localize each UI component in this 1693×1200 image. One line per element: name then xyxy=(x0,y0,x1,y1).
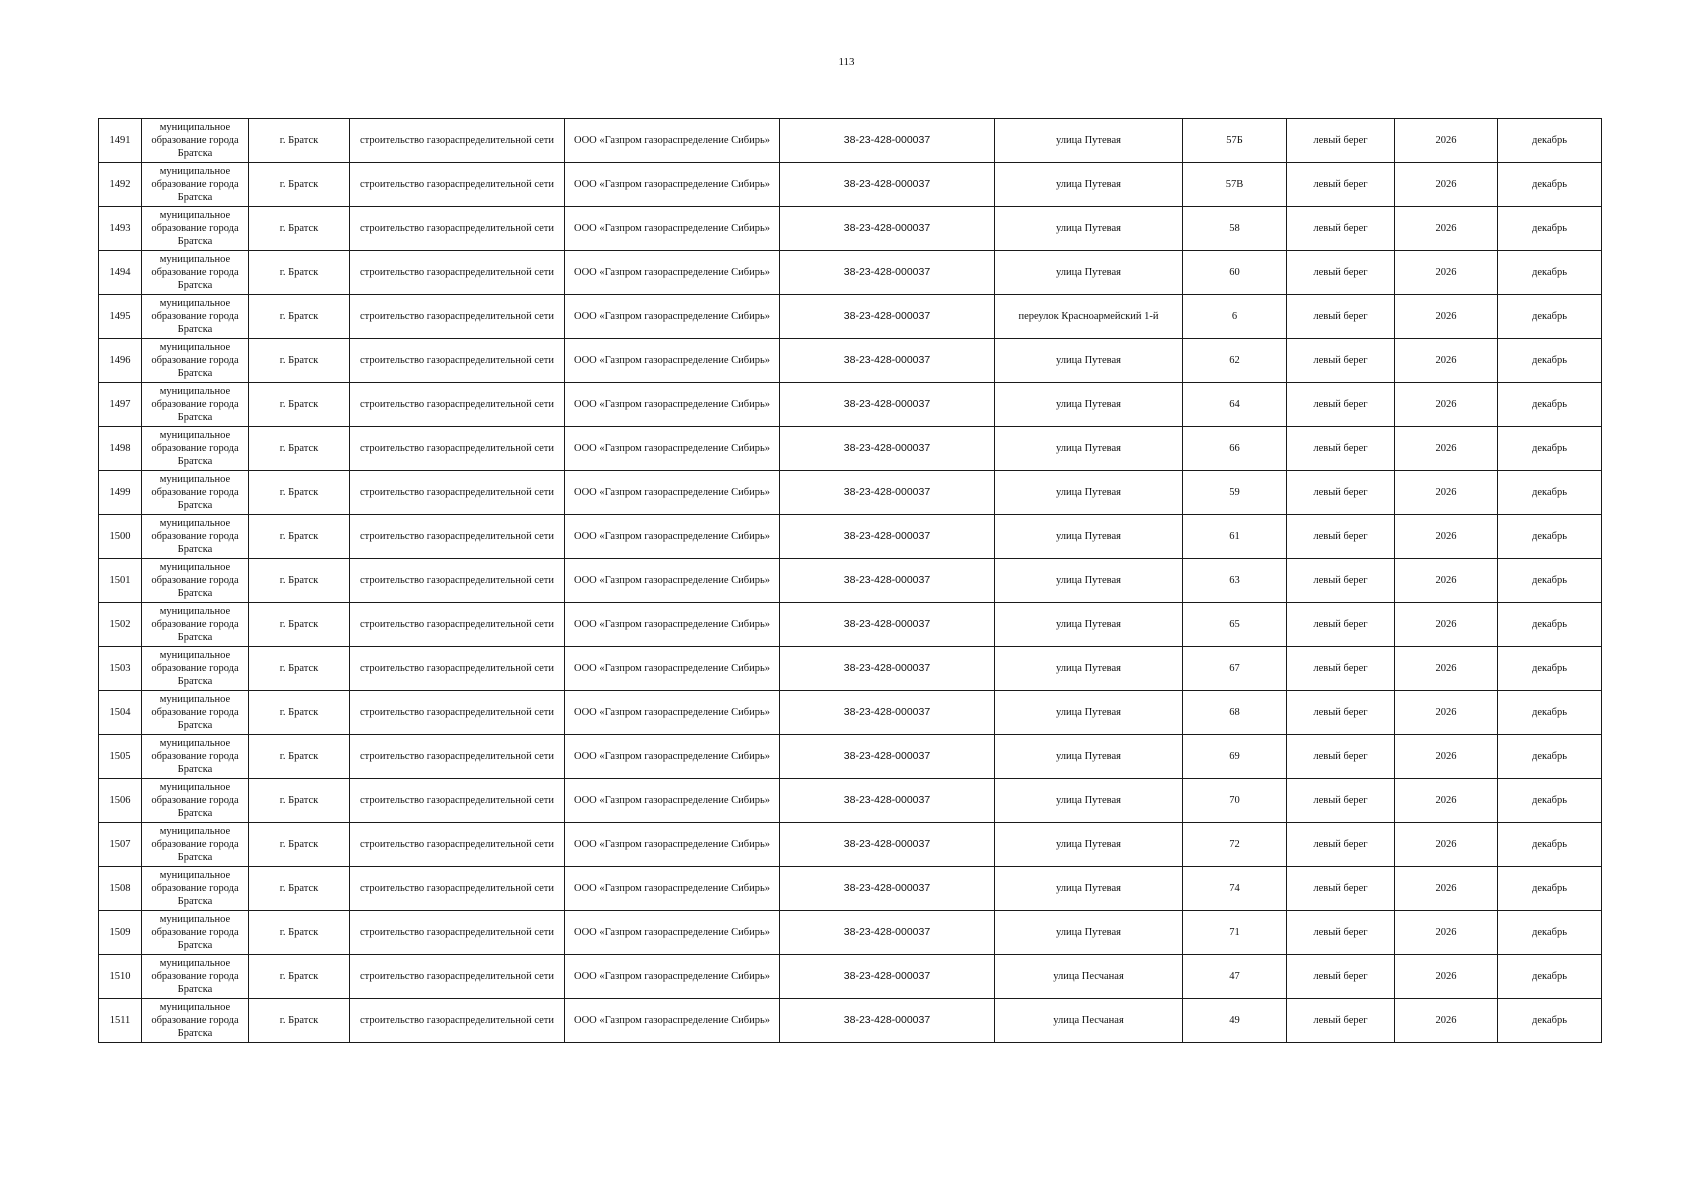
gasification-register-table xyxy=(98,118,1602,1043)
row-number-cell: 1501 xyxy=(99,559,142,603)
river-bank-cell: левый берег xyxy=(1287,955,1395,999)
table-row xyxy=(99,339,1602,383)
year-cell: 2026 xyxy=(1395,383,1498,427)
month-cell: декабрь xyxy=(1498,647,1602,691)
table-row xyxy=(99,691,1602,735)
municipality-cell: муниципальное образование города Братска xyxy=(142,295,249,339)
month-cell: декабрь xyxy=(1498,955,1602,999)
street-cell: улица Путевая xyxy=(995,779,1183,823)
river-bank-cell: левый берег xyxy=(1287,823,1395,867)
municipality-cell: муниципальное образование города Братска xyxy=(142,691,249,735)
river-bank-cell: левый берег xyxy=(1287,647,1395,691)
year-cell: 2026 xyxy=(1395,251,1498,295)
row-number-cell: 1495 xyxy=(99,295,142,339)
river-bank-cell: левый берег xyxy=(1287,251,1395,295)
city-cell: г. Братск xyxy=(249,471,350,515)
organization-cell: ООО «Газпром газораспределение Сибирь» xyxy=(565,735,780,779)
row-number-cell: 1505 xyxy=(99,735,142,779)
city-cell: г. Братск xyxy=(249,647,350,691)
table-row xyxy=(99,559,1602,603)
row-number-cell: 1492 xyxy=(99,163,142,207)
row-number-cell: 1504 xyxy=(99,691,142,735)
municipality-cell: муниципальное образование города Братска xyxy=(142,823,249,867)
year-cell: 2026 xyxy=(1395,207,1498,251)
work-type-cell: строительство газораспределительной сети xyxy=(350,911,565,955)
row-number-cell: 1502 xyxy=(99,603,142,647)
table-row xyxy=(99,295,1602,339)
work-type-cell: строительство газораспределительной сети xyxy=(350,823,565,867)
row-number-cell: 1499 xyxy=(99,471,142,515)
object-code-cell: 38-23-428-000037 xyxy=(780,251,995,295)
organization-cell: ООО «Газпром газораспределение Сибирь» xyxy=(565,779,780,823)
organization-cell: ООО «Газпром газораспределение Сибирь» xyxy=(565,339,780,383)
table-row xyxy=(99,427,1602,471)
organization-cell: ООО «Газпром газораспределение Сибирь» xyxy=(565,295,780,339)
year-cell: 2026 xyxy=(1395,339,1498,383)
row-number-cell: 1498 xyxy=(99,427,142,471)
table-row xyxy=(99,119,1602,163)
house-number-cell: 72 xyxy=(1183,823,1287,867)
month-cell: декабрь xyxy=(1498,251,1602,295)
work-type-cell: строительство газораспределительной сети xyxy=(350,559,565,603)
street-cell: улица Песчаная xyxy=(995,955,1183,999)
organization-cell: ООО «Газпром газораспределение Сибирь» xyxy=(565,559,780,603)
table-row xyxy=(99,999,1602,1043)
object-code-cell: 38-23-428-000037 xyxy=(780,603,995,647)
organization-cell: ООО «Газпром газораспределение Сибирь» xyxy=(565,823,780,867)
river-bank-cell: левый берег xyxy=(1287,603,1395,647)
work-type-cell: строительство газораспределительной сети xyxy=(350,339,565,383)
house-number-cell: 69 xyxy=(1183,735,1287,779)
work-type-cell: строительство газораспределительной сети xyxy=(350,867,565,911)
municipality-cell: муниципальное образование города Братска xyxy=(142,427,249,471)
street-cell: улица Путевая xyxy=(995,823,1183,867)
street-cell: улица Путевая xyxy=(995,471,1183,515)
year-cell: 2026 xyxy=(1395,867,1498,911)
year-cell: 2026 xyxy=(1395,427,1498,471)
municipality-cell: муниципальное образование города Братска xyxy=(142,735,249,779)
house-number-cell: 71 xyxy=(1183,911,1287,955)
month-cell: декабрь xyxy=(1498,471,1602,515)
year-cell: 2026 xyxy=(1395,647,1498,691)
organization-cell: ООО «Газпром газораспределение Сибирь» xyxy=(565,603,780,647)
page-number: 113 xyxy=(838,56,855,68)
house-number-cell: 57Б xyxy=(1183,119,1287,163)
object-code-cell: 38-23-428-000037 xyxy=(780,383,995,427)
river-bank-cell: левый берег xyxy=(1287,339,1395,383)
city-cell: г. Братск xyxy=(249,691,350,735)
year-cell: 2026 xyxy=(1395,603,1498,647)
organization-cell: ООО «Газпром газораспределение Сибирь» xyxy=(565,163,780,207)
street-cell: улица Путевая xyxy=(995,427,1183,471)
city-cell: г. Братск xyxy=(249,295,350,339)
table-row xyxy=(99,207,1602,251)
object-code-cell: 38-23-428-000037 xyxy=(780,999,995,1043)
house-number-cell: 70 xyxy=(1183,779,1287,823)
house-number-cell: 61 xyxy=(1183,515,1287,559)
house-number-cell: 6 xyxy=(1183,295,1287,339)
river-bank-cell: левый берег xyxy=(1287,999,1395,1043)
house-number-cell: 67 xyxy=(1183,647,1287,691)
work-type-cell: строительство газораспределительной сети xyxy=(350,119,565,163)
object-code-cell: 38-23-428-000037 xyxy=(780,119,995,163)
house-number-cell: 68 xyxy=(1183,691,1287,735)
row-number-cell: 1509 xyxy=(99,911,142,955)
year-cell: 2026 xyxy=(1395,735,1498,779)
month-cell: декабрь xyxy=(1498,691,1602,735)
table-row xyxy=(99,471,1602,515)
street-cell: улица Путевая xyxy=(995,119,1183,163)
work-type-cell: строительство газораспределительной сети xyxy=(350,735,565,779)
work-type-cell: строительство газораспределительной сети xyxy=(350,691,565,735)
municipality-cell: муниципальное образование города Братска xyxy=(142,471,249,515)
municipality-cell: муниципальное образование города Братска xyxy=(142,383,249,427)
municipality-cell: муниципальное образование города Братска xyxy=(142,647,249,691)
month-cell: декабрь xyxy=(1498,207,1602,251)
row-number-cell: 1491 xyxy=(99,119,142,163)
city-cell: г. Братск xyxy=(249,999,350,1043)
work-type-cell: строительство газораспределительной сети xyxy=(350,471,565,515)
row-number-cell: 1496 xyxy=(99,339,142,383)
house-number-cell: 49 xyxy=(1183,999,1287,1043)
month-cell: декабрь xyxy=(1498,823,1602,867)
organization-cell: ООО «Газпром газораспределение Сибирь» xyxy=(565,383,780,427)
street-cell: улица Путевая xyxy=(995,735,1183,779)
month-cell: декабрь xyxy=(1498,163,1602,207)
object-code-cell: 38-23-428-000037 xyxy=(780,559,995,603)
river-bank-cell: левый берег xyxy=(1287,911,1395,955)
year-cell: 2026 xyxy=(1395,999,1498,1043)
city-cell: г. Братск xyxy=(249,867,350,911)
house-number-cell: 66 xyxy=(1183,427,1287,471)
municipality-cell: муниципальное образование города Братска xyxy=(142,999,249,1043)
river-bank-cell: левый берег xyxy=(1287,471,1395,515)
object-code-cell: 38-23-428-000037 xyxy=(780,955,995,999)
river-bank-cell: левый берег xyxy=(1287,779,1395,823)
municipality-cell: муниципальное образование города Братска xyxy=(142,603,249,647)
city-cell: г. Братск xyxy=(249,603,350,647)
table-row xyxy=(99,823,1602,867)
table-body xyxy=(99,119,1602,1043)
work-type-cell: строительство газораспределительной сети xyxy=(350,207,565,251)
house-number-cell: 62 xyxy=(1183,339,1287,383)
month-cell: декабрь xyxy=(1498,515,1602,559)
house-number-cell: 60 xyxy=(1183,251,1287,295)
object-code-cell: 38-23-428-000037 xyxy=(780,823,995,867)
organization-cell: ООО «Газпром газораспределение Сибирь» xyxy=(565,427,780,471)
street-cell: улица Путевая xyxy=(995,251,1183,295)
city-cell: г. Братск xyxy=(249,559,350,603)
organization-cell: ООО «Газпром газораспределение Сибирь» xyxy=(565,691,780,735)
row-number-cell: 1506 xyxy=(99,779,142,823)
house-number-cell: 63 xyxy=(1183,559,1287,603)
month-cell: декабрь xyxy=(1498,779,1602,823)
month-cell: декабрь xyxy=(1498,867,1602,911)
municipality-cell: муниципальное образование города Братска xyxy=(142,955,249,999)
work-type-cell: строительство газораспределительной сети xyxy=(350,603,565,647)
work-type-cell: строительство газораспределительной сети xyxy=(350,955,565,999)
street-cell: улица Путевая xyxy=(995,207,1183,251)
table-row xyxy=(99,779,1602,823)
row-number-cell: 1510 xyxy=(99,955,142,999)
city-cell: г. Братск xyxy=(249,207,350,251)
object-code-cell: 38-23-428-000037 xyxy=(780,647,995,691)
month-cell: декабрь xyxy=(1498,119,1602,163)
city-cell: г. Братск xyxy=(249,383,350,427)
object-code-cell: 38-23-428-000037 xyxy=(780,867,995,911)
street-cell: улица Путевая xyxy=(995,383,1183,427)
city-cell: г. Братск xyxy=(249,119,350,163)
object-code-cell: 38-23-428-000037 xyxy=(780,295,995,339)
row-number-cell: 1511 xyxy=(99,999,142,1043)
river-bank-cell: левый берег xyxy=(1287,735,1395,779)
house-number-cell: 65 xyxy=(1183,603,1287,647)
street-cell: улица Путевая xyxy=(995,867,1183,911)
street-cell: улица Путевая xyxy=(995,647,1183,691)
year-cell: 2026 xyxy=(1395,691,1498,735)
table-row xyxy=(99,955,1602,999)
river-bank-cell: левый берег xyxy=(1287,207,1395,251)
organization-cell: ООО «Газпром газораспределение Сибирь» xyxy=(565,911,780,955)
organization-cell: ООО «Газпром газораспределение Сибирь» xyxy=(565,867,780,911)
row-number-cell: 1507 xyxy=(99,823,142,867)
municipality-cell: муниципальное образование города Братска xyxy=(142,163,249,207)
organization-cell: ООО «Газпром газораспределение Сибирь» xyxy=(565,999,780,1043)
municipality-cell: муниципальное образование города Братска xyxy=(142,515,249,559)
work-type-cell: строительство газораспределительной сети xyxy=(350,999,565,1043)
object-code-cell: 38-23-428-000037 xyxy=(780,471,995,515)
river-bank-cell: левый берег xyxy=(1287,515,1395,559)
street-cell: улица Путевая xyxy=(995,603,1183,647)
river-bank-cell: левый берег xyxy=(1287,383,1395,427)
object-code-cell: 38-23-428-000037 xyxy=(780,779,995,823)
organization-cell: ООО «Газпром газораспределение Сибирь» xyxy=(565,207,780,251)
month-cell: декабрь xyxy=(1498,603,1602,647)
year-cell: 2026 xyxy=(1395,119,1498,163)
month-cell: декабрь xyxy=(1498,339,1602,383)
city-cell: г. Братск xyxy=(249,251,350,295)
object-code-cell: 38-23-428-000037 xyxy=(780,339,995,383)
year-cell: 2026 xyxy=(1395,515,1498,559)
object-code-cell: 38-23-428-000037 xyxy=(780,427,995,471)
row-number-cell: 1508 xyxy=(99,867,142,911)
work-type-cell: строительство газораспределительной сети xyxy=(350,647,565,691)
city-cell: г. Братск xyxy=(249,911,350,955)
month-cell: декабрь xyxy=(1498,735,1602,779)
house-number-cell: 47 xyxy=(1183,955,1287,999)
month-cell: декабрь xyxy=(1498,383,1602,427)
house-number-cell: 74 xyxy=(1183,867,1287,911)
work-type-cell: строительство газораспределительной сети xyxy=(350,515,565,559)
year-cell: 2026 xyxy=(1395,295,1498,339)
municipality-cell: муниципальное образование города Братска xyxy=(142,911,249,955)
street-cell: улица Путевая xyxy=(995,911,1183,955)
street-cell: переулок Красноармейский 1-й xyxy=(995,295,1183,339)
city-cell: г. Братск xyxy=(249,779,350,823)
row-number-cell: 1503 xyxy=(99,647,142,691)
object-code-cell: 38-23-428-000037 xyxy=(780,515,995,559)
organization-cell: ООО «Газпром газораспределение Сибирь» xyxy=(565,955,780,999)
table-row xyxy=(99,603,1602,647)
city-cell: г. Братск xyxy=(249,735,350,779)
river-bank-cell: левый берег xyxy=(1287,295,1395,339)
object-code-cell: 38-23-428-000037 xyxy=(780,207,995,251)
year-cell: 2026 xyxy=(1395,955,1498,999)
object-code-cell: 38-23-428-000037 xyxy=(780,163,995,207)
house-number-cell: 59 xyxy=(1183,471,1287,515)
municipality-cell: муниципальное образование города Братска xyxy=(142,559,249,603)
river-bank-cell: левый берег xyxy=(1287,691,1395,735)
row-number-cell: 1500 xyxy=(99,515,142,559)
city-cell: г. Братск xyxy=(249,339,350,383)
organization-cell: ООО «Газпром газораспределение Сибирь» xyxy=(565,251,780,295)
month-cell: декабрь xyxy=(1498,295,1602,339)
work-type-cell: строительство газораспределительной сети xyxy=(350,251,565,295)
year-cell: 2026 xyxy=(1395,559,1498,603)
table-row xyxy=(99,911,1602,955)
municipality-cell: муниципальное образование города Братска xyxy=(142,779,249,823)
object-code-cell: 38-23-428-000037 xyxy=(780,911,995,955)
river-bank-cell: левый берег xyxy=(1287,119,1395,163)
year-cell: 2026 xyxy=(1395,911,1498,955)
street-cell: улица Путевая xyxy=(995,559,1183,603)
city-cell: г. Братск xyxy=(249,823,350,867)
year-cell: 2026 xyxy=(1395,779,1498,823)
year-cell: 2026 xyxy=(1395,471,1498,515)
month-cell: декабрь xyxy=(1498,911,1602,955)
work-type-cell: строительство газораспределительной сети xyxy=(350,295,565,339)
object-code-cell: 38-23-428-000037 xyxy=(780,691,995,735)
river-bank-cell: левый берег xyxy=(1287,427,1395,471)
row-number-cell: 1493 xyxy=(99,207,142,251)
street-cell: улица Путевая xyxy=(995,163,1183,207)
house-number-cell: 58 xyxy=(1183,207,1287,251)
object-code-cell: 38-23-428-000037 xyxy=(780,735,995,779)
street-cell: улица Путевая xyxy=(995,515,1183,559)
month-cell: декабрь xyxy=(1498,559,1602,603)
city-cell: г. Братск xyxy=(249,427,350,471)
table-row xyxy=(99,735,1602,779)
table-row xyxy=(99,647,1602,691)
street-cell: улица Путевая xyxy=(995,691,1183,735)
house-number-cell: 64 xyxy=(1183,383,1287,427)
work-type-cell: строительство газораспределительной сети xyxy=(350,163,565,207)
work-type-cell: строительство газораспределительной сети xyxy=(350,383,565,427)
table-row xyxy=(99,867,1602,911)
street-cell: улица Путевая xyxy=(995,339,1183,383)
table-row xyxy=(99,383,1602,427)
year-cell: 2026 xyxy=(1395,823,1498,867)
table-row xyxy=(99,251,1602,295)
municipality-cell: муниципальное образование города Братска xyxy=(142,119,249,163)
row-number-cell: 1494 xyxy=(99,251,142,295)
street-cell: улица Песчаная xyxy=(995,999,1183,1043)
municipality-cell: муниципальное образование города Братска xyxy=(142,207,249,251)
work-type-cell: строительство газораспределительной сети xyxy=(350,427,565,471)
municipality-cell: муниципальное образование города Братска xyxy=(142,867,249,911)
river-bank-cell: левый берег xyxy=(1287,163,1395,207)
work-type-cell: строительство газораспределительной сети xyxy=(350,779,565,823)
table-row xyxy=(99,163,1602,207)
row-number-cell: 1497 xyxy=(99,383,142,427)
river-bank-cell: левый берег xyxy=(1287,559,1395,603)
organization-cell: ООО «Газпром газораспределение Сибирь» xyxy=(565,119,780,163)
month-cell: декабрь xyxy=(1498,427,1602,471)
table-row xyxy=(99,515,1602,559)
river-bank-cell: левый берег xyxy=(1287,867,1395,911)
organization-cell: ООО «Газпром газораспределение Сибирь» xyxy=(565,471,780,515)
year-cell: 2026 xyxy=(1395,163,1498,207)
city-cell: г. Братск xyxy=(249,955,350,999)
city-cell: г. Братск xyxy=(249,163,350,207)
month-cell: декабрь xyxy=(1498,999,1602,1043)
city-cell: г. Братск xyxy=(249,515,350,559)
house-number-cell: 57В xyxy=(1183,163,1287,207)
organization-cell: ООО «Газпром газораспределение Сибирь» xyxy=(565,647,780,691)
municipality-cell: муниципальное образование города Братска xyxy=(142,251,249,295)
municipality-cell: муниципальное образование города Братска xyxy=(142,339,249,383)
organization-cell: ООО «Газпром газораспределение Сибирь» xyxy=(565,515,780,559)
